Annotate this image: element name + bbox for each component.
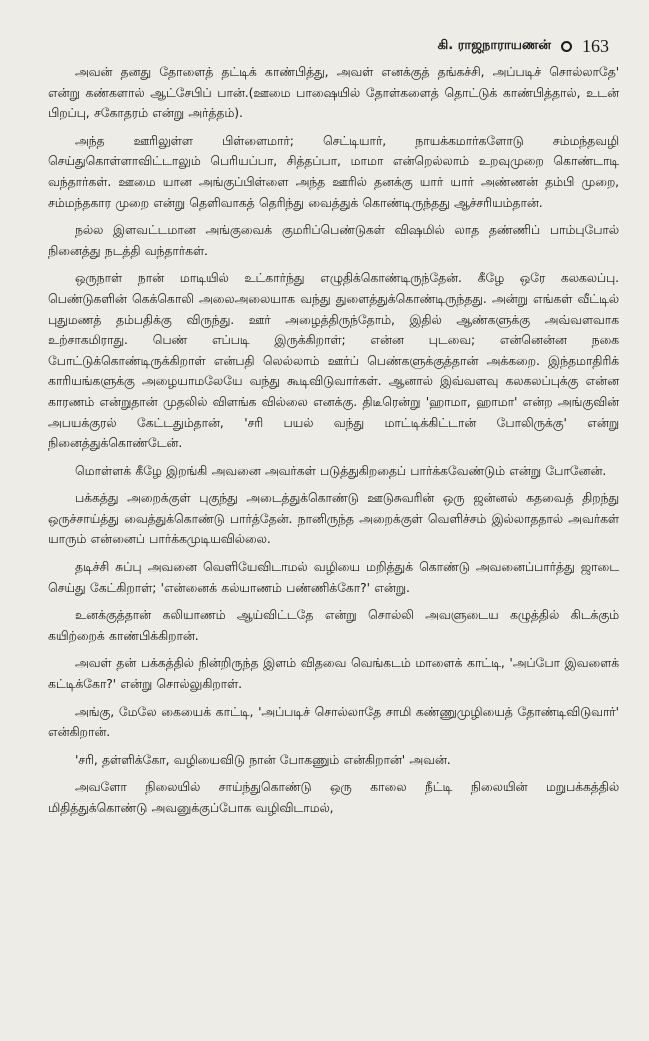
- paragraph-5: மொள்ளக் கீழே இறங்கி அவனை அவர்கள் படுத்துகிறதைப் பார்க்கவேண்டும் என்று போனேன்.: [75, 462, 607, 478]
- paragraph-4: ஒருநாள் நான் மாடியில் உட்கார்ந்து எழுதிக்கொண்டிருந்தேன். கீழே ஒரே கலகலப்பு. பெண்டுகளின் கெக்கொலி அலைஅலையாக வந்து துளைத்துக்கொண்டிருந்தது. அன்று எங்கள் வீட்டில் புதுமணத் தம்பதிக்கு விருந்து. ஊர் அழைத்திருந்தோம், இதில் ஆண்களுக்கு அவ்வளவாக உற்சாகமிராது. பெண் எப்படி இருக்கிறாள்; என்ன புடவை; என்னென்ன நகை போட்டுக்கொண்டிருக்கிறாள் என்பதி லெல்லாம் ஊர்ப் பெண்களுக்குத்தான் அக்கறை. இந்தமாதிரிக் காரியங்களுக்கு அழையாமலேயே வந்து கூடிவிடுவார்கள். ஆனால் இவ்வளவு கலகலப்புக்கு என்ன காரணம் என்றுதான் முதலில் விளங்க வில்லை எனக்கு. திடீரென்று 'ஹாமா, ஹாமா' என்ற அங்குவின் அபயக்குரல் கேட்டதும்தான், 'சரி பயல் வந்து மாட்டிக்கிட்டான் போலிருக்கு' என்று நினைத்துக்கொண்டேன்.: [48, 270, 619, 451]
- paragraph-3: நல்ல இளவட்டமான அங்குவைக் குமரிப்பெண்டுகள் விஷமில் லாத தண்ணிப் பாம்புபோல் நினைத்து நடத்தி வந்தார்கள்.: [48, 222, 619, 258]
- paragraph-1: அவன் தனது தோளைத் தட்டிக் காண்பித்து, அவள் எனக்குத் தங்கச்சி, அப்படிச் சொல்லாதே' என்று கண்களால் ஆட்சேபிப் பான்.(ஊமை பாஷையில் தோள்களைத் தொட்டுக் காண்பித்தால், உடன் பிறப்பு, சகோதரம் என்று அர்த்தம்).: [48, 64, 619, 121]
- paragraph-7: தடிச்சி சுப்பு அவனை வெளியேவிடாமல் வழியை மறித்துக் கொண்டு அவனைப்பார்த்து ஜாடை செய்து கேட்கிறாள்; 'என்னைக் கல்யாணம் பண்ணிக்கோ?' என்று.: [48, 559, 619, 595]
- paragraph-9: அவள் தன் பக்கத்தில் நின்றிருந்த இளம் விதவை வெங்கடம் மாளைக் காட்டி, 'அப்போ இவளைக் கட்டிக்கோ?' என்று சொல்லுகிறாள்.: [48, 655, 619, 692]
- running-head-author: கி. ராஜநாராயணன்: [437, 38, 551, 53]
- page-header: [438, 34, 609, 58]
- paragraph-2: அந்த ஊரிலுள்ள பிள்ளைமார்; செட்டியார், நாயக்கமார்களோடு சம்மந்தவழி செய்துகொள்ளாவிட்டாலும் பெரியப்பா, சித்தப்பா, மாமா என்றெல்லாம் உறவுமுறை கொண்டாடி வந்தார்கள். ஊமை யான அங்குப்பிள்ளை அந்த ஊரில் தனக்கு யார் யார் அண்ணன் தம்பி முறை, சம்மந்தகார முறை என்று தெளிவாகத் தெரிந்து வைத்துக் கொண்டிருந்தது ஆச்சரியம்தான்.: [48, 132, 619, 210]
- page-number: 163: [582, 35, 609, 56]
- paragraph-11: 'சரி, தள்ளிக்கோ, வழியைவிடு நான் போகணும் என்கிறான்' அவன்.: [75, 751, 451, 767]
- paragraph-12: அவளோ நிலையில் சாய்ந்துகொண்டு ஒரு காலை நீட்டி நிலையின் மறுபக்கத்தில் மிதித்துக்கொண்டு அவனுக்குப்போக வழிவிடாமல்,: [48, 779, 619, 815]
- body-text: [48, 62, 619, 819]
- paragraph-8: உனக்குத்தான் கலியாணம் ஆய்விட்டதே என்று சொல்லி அவளுடைய கழுத்தில் கிடக்கும் கயிற்றைக் காண்பிக்கிறான்.: [48, 607, 619, 643]
- paragraph-10: அங்கு, மேலே கையைக் காட்டி, 'அப்படிச் சொல்லாதே சாமி கண்ணுமுழியைத் தோண்டிவிடுவார்' என்கிறான்.: [48, 703, 619, 740]
- circle-icon: [561, 41, 572, 52]
- paragraph-6: பக்கத்து அறைக்குள் புகுந்து அடைத்துக்கொண்டு ஊடுசுவரின் ஒரு ஜன்னல் கதவைத் திறந்து ஒருச்சாய்த்து வைத்துக்கொண்டு பார்த்தேன். நானிருந்த அறைக்குள் வெளிச்சம் இல்லாததால் அவர்கள் யாரும் என்னைப் பார்க்கமுடியவில்லை.: [48, 490, 619, 547]
